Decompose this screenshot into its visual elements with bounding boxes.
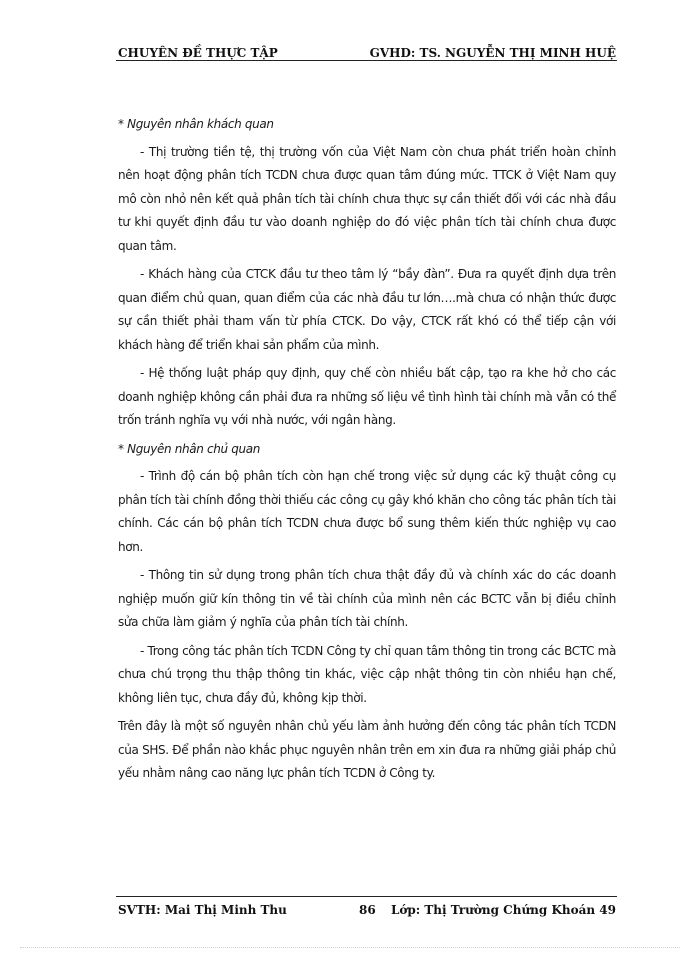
subjective-causes-heading: * Nguyên nhân chủ quan bbox=[118, 441, 261, 456]
page-number: 86 bbox=[359, 903, 376, 917]
subjective-paragraph-3: - Trong công tác phân tích TCDN Công ty chỉ quan tâm thông tin trong các BCTC mà chưa chú trọng thu thập thông tin khác, việc cập nhật thông tin còn nhiều hạn chế, không liên tục, chưa đầy đủ, không kịp thời. bbox=[118, 643, 616, 705]
header-rule bbox=[116, 60, 617, 61]
objective-paragraph-3: - Hệ thống luật pháp quy định, quy chế còn nhiều bất cập, tạo ra khe hở cho các doanh nghiệp không cần phải đưa ra những số liệu về tình hình tài chính mà vẫn có thể trốn tránh nghĩa vụ với nhà nước, với ngân hàng. bbox=[118, 366, 616, 427]
conclusion-paragraph: Trên đây là một số nguyên nhân chủ yếu làm ảnh hưởng đến công tác phân tích TCDN của SHS. Để phần nào khắc phục nguyên nhân trên em xin đưa ra những giải pháp chủ yếu nhằm nâng cao năng lực phân tích TCDN ở Công ty. bbox=[118, 719, 616, 780]
header-supervisor: GVHD: TS. NGUYỄN THỊ MINH HUỆ bbox=[369, 46, 616, 60]
objective-causes-heading: * Nguyên nhân khách quan bbox=[118, 117, 274, 131]
footer-rule bbox=[116, 896, 617, 897]
footer-student: SVTH: Mai Thị Minh Thu bbox=[118, 903, 287, 917]
header-topic: CHUYÊN ĐỀ THỰC TẬP bbox=[118, 46, 278, 60]
page-header bbox=[118, 40, 616, 60]
footer-class: Lớp: Thị Trường Chứng Khoán 49 bbox=[390, 903, 616, 917]
subjective-paragraph-2: - Thông tin sử dụng trong phân tích chưa thật đầy đủ và chính xác do các doanh nghiệp muốn giữ kín thông tin về tài chính của mình nên các BCTC vẫn bị điều chỉnh sửa chữa làm giảm ý nghĩa của phân tích tài chính. bbox=[118, 568, 616, 629]
document-body bbox=[118, 113, 616, 789]
subjective-paragraph-1: - Trình độ cán bộ phân tích còn hạn chế trong việc sử dụng các kỹ thuật công cụ phân tích tài chính đồng thời thiếu các công cụ gây khó khăn cho công tác phân tích tài chính. Các cán bộ phân tích TCDN chưa được bổ sung thêm kiến thức nghiệp vụ cao hơn. bbox=[118, 469, 616, 554]
objective-paragraph-1: - Thị trường tiền tệ, thị trường vốn của Việt Nam còn chưa phát triển hoàn chỉnh nên hoạt động phân tích TCDN chưa được quan tâm đúng mức. TTCK ở Việt Nam quy mô còn nhỏ nên kết quả phân tích tài chính chưa thực sự cần thiết đối với các nhà đầu tư khi quyết định đầu tư vào doanh nghiệp do đó việc phân tích tài chính chưa được quan tâm. bbox=[118, 144, 616, 253]
page-footer bbox=[118, 903, 616, 921]
objective-paragraph-2: - Khách hàng của CTCK đầu tư theo tâm lý “bầy đàn”. Đưa ra quyết định dựa trên quan điểm chủ quan, quan điểm của các nhà đầu tư lớn….mà chưa có nhận thức được sự cần thiết phải tham vấn từ phía CTCK. Do vậy, CTCK rất khó có thể tiếp cận với khách hàng để triển khai sản phẩm của mình. bbox=[118, 267, 616, 352]
page-edge-divider bbox=[20, 947, 680, 948]
